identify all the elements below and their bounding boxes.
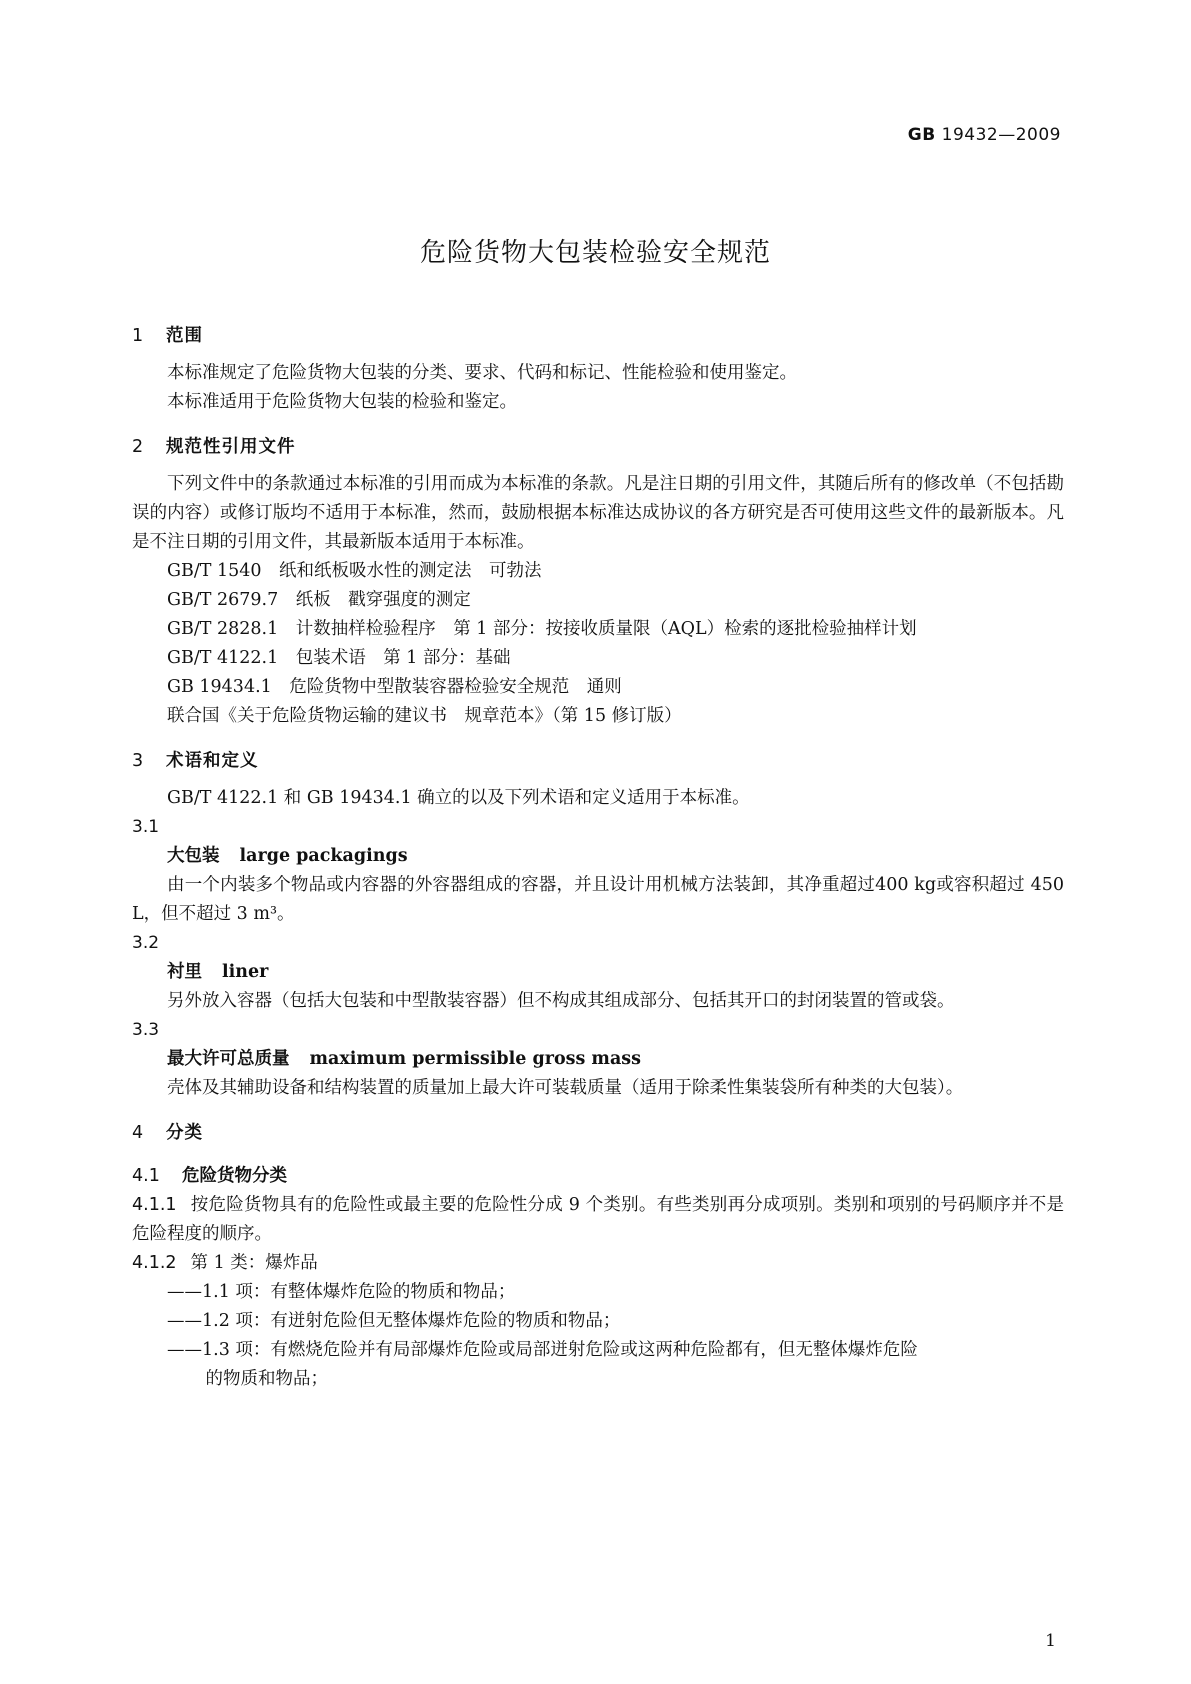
clause-4-1-1: 4.1.1 按危险货物具有的危险性或最主要的危险性分成 9 个类别。有些类别再分成项别。类别和项别的号码顺序并不是危险程度的顺序。 — [132, 1195, 1064, 1244]
section-1-paragraph: 本标准规定了危险货物大包装的分类、要求、代码和标记、性能检验和使用鉴定。 — [167, 363, 797, 383]
term-heading: 衬里 liner — [167, 962, 269, 982]
normative-reference: GB/T 1540 纸和纸板吸水性的测定法 可勃法 — [167, 561, 542, 581]
term-definition: 壳体及其辅助设备和结构装置的质量加上最大许可装载质量（适用于除柔性集装袋所有种类的大包装）。 — [167, 1078, 964, 1098]
term-number: 3.1 — [132, 817, 160, 837]
clause-4-1-2: 4.1.2 第 1 类：爆炸品 — [132, 1253, 318, 1273]
document-body — [132, 322, 1064, 1394]
term-definition: 另外放入容器（包括大包装和中型散装容器）但不构成其组成部分、包括其开口的封闭装置的管或袋。 — [167, 991, 955, 1011]
section-4-heading: 4 分类 — [132, 1123, 203, 1143]
normative-reference: GB/T 2828.1 计数抽样检验程序 第 1 部分：按接收质量限（AQL）检索的逐批检验抽样计划 — [167, 619, 917, 639]
standard-code: 19432—2009 — [941, 125, 1061, 145]
normative-reference: GB 19434.1 危险货物中型散装容器检验安全规范 通则 — [167, 677, 622, 697]
term-number: 3.3 — [132, 1020, 160, 1040]
page-number: 1 — [1045, 1631, 1056, 1651]
subsection-4-1-heading: 4.1 危险货物分类 — [132, 1166, 287, 1186]
normative-reference: 联合国《关于危险货物运输的建议书 规章范本》（第 15 修订版） — [167, 706, 682, 726]
term-heading: 最大许可总质量 maximum permissible gross mass — [167, 1049, 641, 1069]
list-item: ——1.2 项：有迸射危险但无整体爆炸危险的物质和物品； — [167, 1311, 621, 1331]
normative-reference: GB/T 4122.1 包装术语 第 1 部分：基础 — [167, 648, 511, 668]
section-1-heading: 1 范围 — [132, 326, 203, 346]
term-definition: 由一个内装多个物品或内容器的外容器组成的容器，并且设计用机械方法装卸，其净重超过400 kg或容积超过 450 L，但不超过 3 m³。 — [132, 875, 1064, 924]
list-item: ——1.1 项：有整体爆炸危险的物质和物品； — [167, 1282, 516, 1302]
section-3-heading: 3 术语和定义 — [132, 751, 259, 771]
document-title: 危险货物大包装检验安全规范 — [419, 238, 771, 268]
standard-prefix: GB — [907, 125, 936, 145]
section-2-heading: 2 规范性引用文件 — [132, 437, 296, 457]
standard-number — [908, 125, 1061, 145]
section-1-paragraph: 本标准适用于危险货物大包装的检验和鉴定。 — [167, 392, 517, 412]
section-2-intro: 下列文件中的条款通过本标准的引用而成为本标准的条款。凡是注日期的引用文件，其随后所有的修改单（不包括勘误的内容）或修订版均不适用于本标准，然而，鼓励根据本标准达成协议的各方研究是否可使用这些文件的最新版本。凡是不注日期的引用文件，其最新版本适用于本标准。 — [132, 474, 1064, 552]
list-item: ——1.3 项：有燃烧危险并有局部爆炸危险或局部迸射危险或这两种危险都有，但无整体爆炸危险 的物质和物品； — [167, 1340, 918, 1389]
term-heading: 大包装 large packagings — [167, 846, 408, 866]
normative-reference: GB/T 2679.7 纸板 戳穿强度的测定 — [167, 590, 471, 610]
term-number: 3.2 — [132, 933, 160, 953]
section-3-intro: GB/T 4122.1 和 GB 19434.1 确立的以及下列术语和定义适用于本标准。 — [167, 788, 750, 808]
